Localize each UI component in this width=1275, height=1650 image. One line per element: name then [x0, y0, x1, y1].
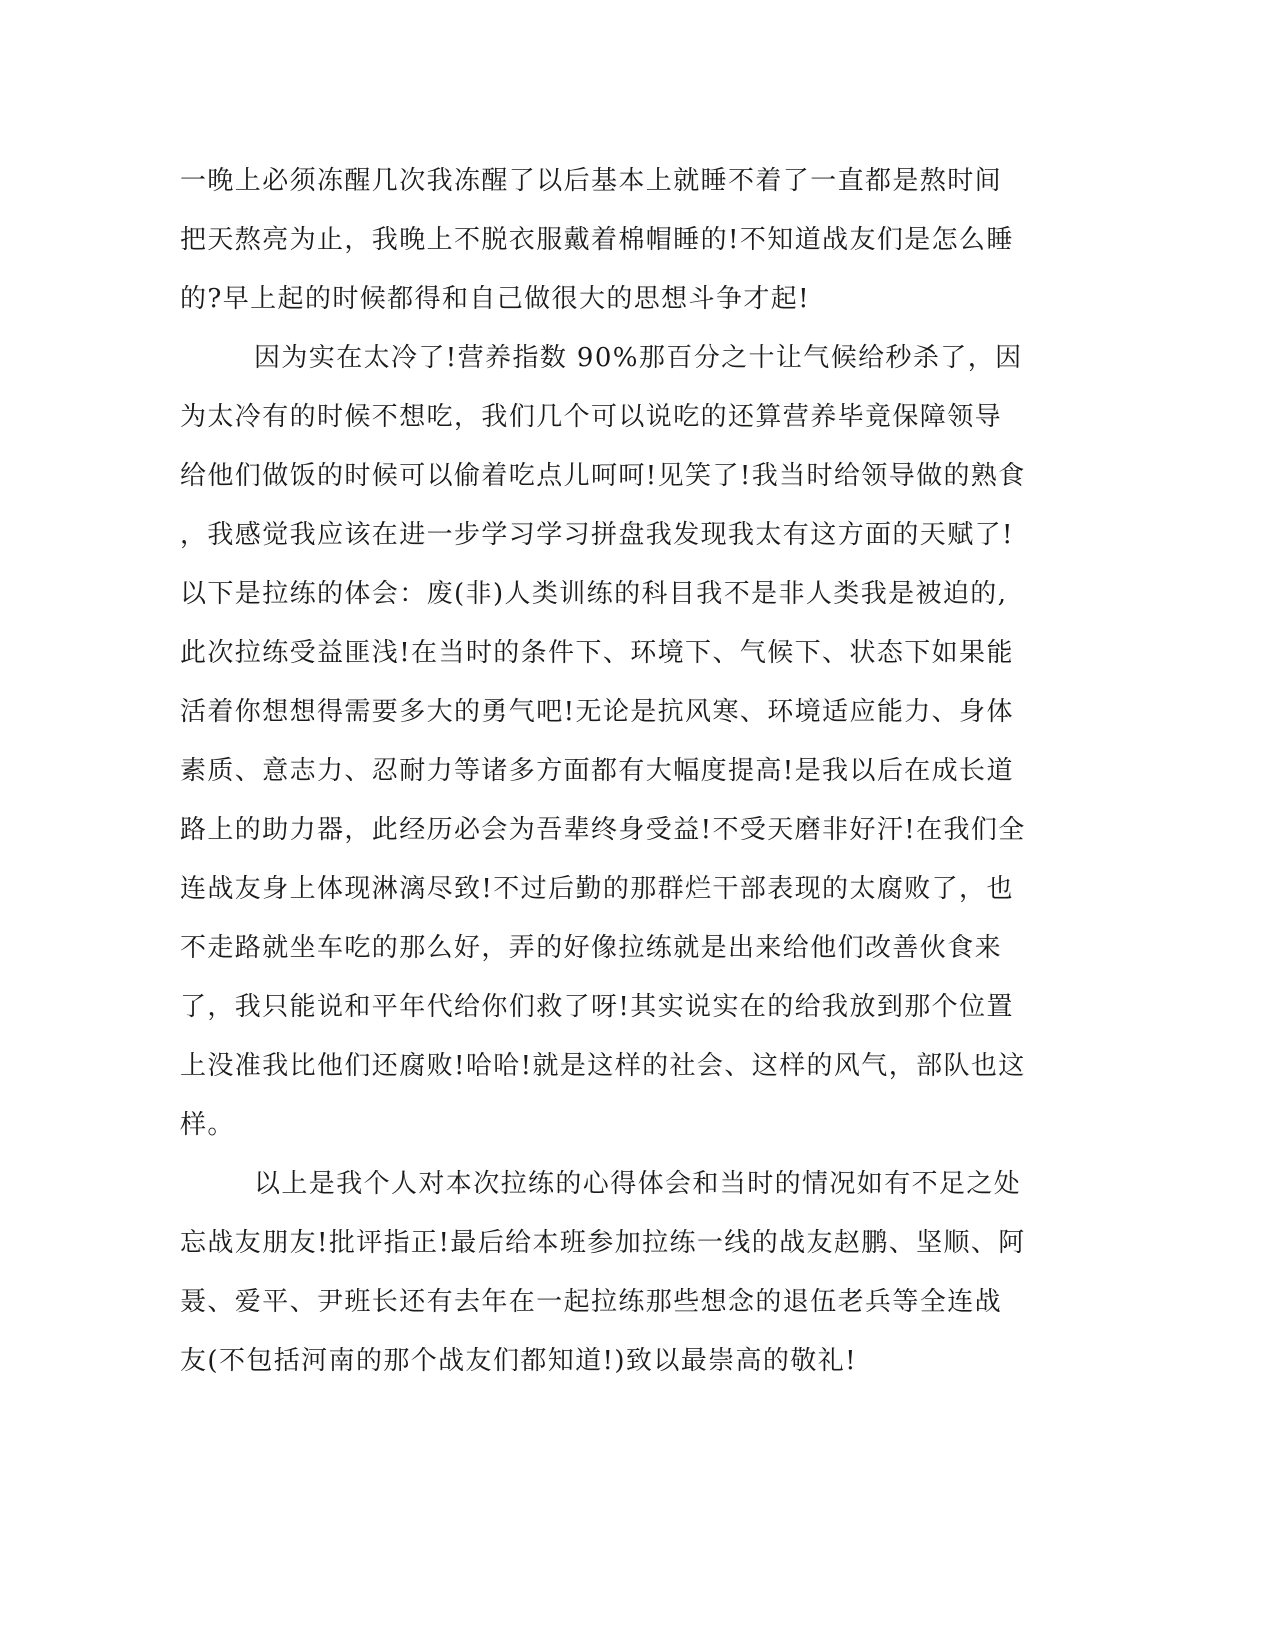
text-line: 素质、意志力、忍耐力等诸多方面都有大幅度提高!是我以后在成长道: [180, 756, 1014, 786]
text-line: 以下是拉练的体会：废(非)人类训练的科目我不是非人类我是被迫的,: [180, 579, 1008, 609]
text-line: 连战友身上体现淋漓尽致!不过后勤的那群烂干部表现的太腐败了，也: [180, 874, 1014, 904]
text-line: ，我感觉我应该在进一步学习学习拼盘我发现我太有这方面的天赋了!: [180, 520, 1014, 550]
text-line: 为太冷有的时候不想吃，我们几个可以说吃的还算营养毕竟保障领导: [180, 402, 1003, 432]
text-line: 不走路就坐车吃的那么好，弄的好像拉练就是出来给他们改善伙食来: [180, 933, 1003, 963]
text-line: 此次拉练受益匪浅!在当时的条件下、环境下、气候下、状态下如果能: [180, 638, 1014, 668]
paragraph-1: [180, 152, 1060, 329]
text-line: 忘战友朋友!批评指正!最后给本班参加拉练一线的战友赵鹏、坚顺、阿: [180, 1228, 1026, 1258]
text-line: 样。: [180, 1110, 235, 1140]
text-line: 一晚上必须冻醒几次我冻醒了以后基本上就睡不着了一直都是熬时间: [180, 166, 1003, 196]
text-line: 给他们做饭的时候可以偷着吃点儿呵呵!见笑了!我当时给领导做的熟食: [180, 461, 1026, 491]
text-line: 上没准我比他们还腐败!哈哈!就是这样的社会、这样的风气，部队也这: [180, 1051, 1026, 1081]
text-line: 路上的助力器，此经历必会为吾辈终身受益!不受天磨非好汗!在我们全: [180, 815, 1026, 845]
text-line: 因为实在太冷了!营养指数 90%那百分之十让气候给秒杀了，因: [254, 343, 1023, 373]
text-line: 聂、爱平、尹班长还有去年在一起拉练那些想念的退伍老兵等全连战: [180, 1287, 1003, 1317]
text-line: 以上是我个人对本次拉练的心得体会和当时的情况如有不足之处: [254, 1169, 1022, 1199]
paragraph-3: [180, 1155, 1060, 1391]
text-line: 友(不包括河南的那个战友们都知道!)致以最崇高的敬礼!: [180, 1346, 857, 1376]
document-body: [180, 152, 1060, 1391]
text-line: 的?早上起的时候都得和自己做很大的思想斗争才起!: [180, 284, 810, 314]
paragraph-2: [180, 329, 1060, 1155]
text-line: 活着你想想得需要多大的勇气吧!无论是抗风寒、环境适应能力、身体: [180, 697, 1014, 727]
text-line: 把天熬亮为止，我晚上不脱衣服戴着棉帽睡的!不知道战友们是怎么睡: [180, 225, 1014, 255]
text-line: 了，我只能说和平年代给你们救了呀!其实说实在的给我放到那个位置: [180, 992, 1014, 1022]
